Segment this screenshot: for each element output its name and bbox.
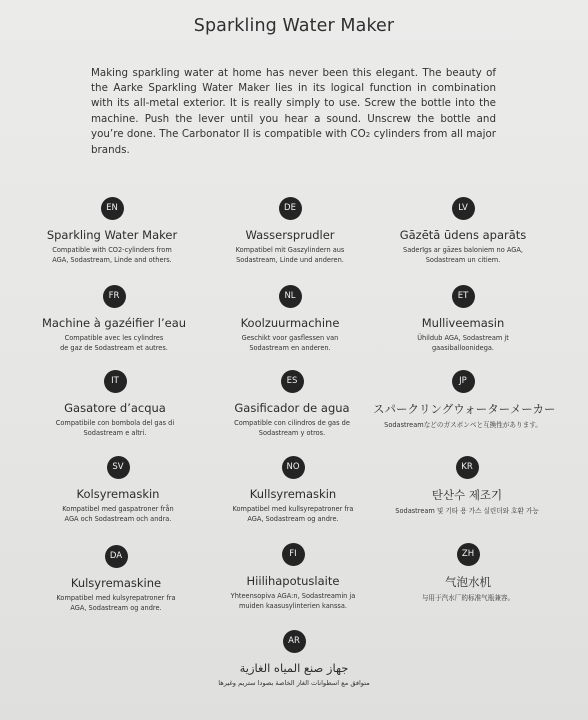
lang-badge: DE bbox=[279, 197, 302, 220]
lang-name: 气泡水机 bbox=[445, 575, 491, 589]
lang-block-no bbox=[203, 456, 383, 524]
lang-block-da bbox=[26, 545, 206, 613]
intro-subscript: 2 bbox=[365, 130, 371, 139]
lang-name: Mulliveemasin bbox=[421, 316, 505, 330]
lang-name: Wassersprudler bbox=[245, 228, 335, 242]
intro-text: Making sparkling water at home has never been this elegant. The beauty of the Aarke Sparkling Water Maker lies in its logical function in combination with its all-metal exterior. It is really simply to use. Screw the bottle into the machine. Push the lever until you hear a sound. Unscrew the bottle and you’re done. The Carbonator II is compatible with CO bbox=[91, 67, 496, 140]
lang-block-lv bbox=[373, 197, 553, 265]
lang-desc: متوافق مع اسطوانات الغاز الخاصة بصودا ستريم وغيرها bbox=[218, 679, 370, 687]
lang-desc: Kompatibel mit Gaszylindern aus Sodastream, Linde und anderen. bbox=[235, 246, 345, 264]
lang-name: Machine à gazéifier l’eau bbox=[41, 316, 187, 330]
lang-name: Gasatore d’acqua bbox=[64, 401, 166, 415]
lang-block-de bbox=[200, 197, 380, 265]
lang-badge: FI bbox=[282, 543, 305, 566]
lang-desc: Saderīgs ar gāzes baloniem no AGA, Sodastream un citiem. bbox=[403, 246, 523, 264]
lang-desc: Kompatibel med gaspatroner från AGA och Sodastream och andra. bbox=[62, 505, 174, 523]
lang-block-fi bbox=[203, 543, 383, 611]
lang-block-et bbox=[373, 285, 553, 353]
lang-block-en bbox=[22, 197, 202, 265]
page-title: Sparkling Water Maker bbox=[193, 16, 395, 36]
lang-block-jp bbox=[373, 370, 556, 431]
lang-desc: Geschikt voor gasflessen van Sodastream en anderen. bbox=[241, 334, 339, 352]
lang-badge: AR bbox=[283, 630, 306, 653]
lang-block-sv bbox=[28, 456, 208, 524]
lang-block-it bbox=[25, 370, 205, 438]
lang-block-fr bbox=[24, 285, 204, 353]
lang-badge: LV bbox=[452, 197, 475, 220]
lang-block-nl bbox=[200, 285, 380, 353]
lang-desc: 与用于汽水厂的标准气瓶兼容。 bbox=[421, 594, 515, 602]
lang-name: Kulsyremaskine bbox=[70, 576, 162, 590]
lang-badge: JP bbox=[452, 370, 475, 393]
lang-desc: Compatible con cilindros de gas de Sodastream y otros. bbox=[234, 419, 350, 437]
lang-desc: Kompatibel med kulsyrepatroner fra AGA, Sodastream og andre. bbox=[56, 594, 176, 612]
lang-name: Gasificador de agua bbox=[234, 401, 350, 415]
lang-name: Sparkling Water Maker bbox=[46, 228, 178, 242]
lang-desc: Compatible avec les cylindres de gaz de Sodastream et autres. bbox=[60, 334, 168, 352]
lang-badge: SV bbox=[107, 456, 130, 479]
lang-badge: ZH bbox=[457, 543, 480, 566]
lang-badge: ES bbox=[281, 370, 304, 393]
intro-tail: cylinders from all major brands. bbox=[91, 127, 496, 157]
intro-paragraph bbox=[91, 66, 496, 158]
lang-desc: Compatibile con bombola del gas di Sodastream e altri. bbox=[55, 419, 175, 437]
lang-desc: Compatible with CO2-cylinders from AGA, Sodastream, Linde and others. bbox=[52, 246, 172, 264]
lang-name: Hiilihapotuslaite bbox=[246, 574, 340, 588]
lang-badge: KR bbox=[456, 456, 479, 479]
lang-name: Koolzuurmachine bbox=[240, 316, 340, 330]
lang-badge: NO bbox=[282, 456, 305, 479]
lang-badge: EN bbox=[101, 197, 124, 220]
lang-badge: NL bbox=[279, 285, 302, 308]
lang-badge: FR bbox=[103, 285, 126, 308]
lang-name: Gāzētā ūdens aparāts bbox=[399, 228, 527, 242]
lang-desc: Sodastream 및 기타 용 가스 실린더와 호환 가능 bbox=[395, 507, 539, 515]
lang-name: جهاز صنع المياه الغازية bbox=[239, 661, 349, 675]
lang-desc: Sodastreamなどのガスボンベと互換性があります。 bbox=[384, 421, 542, 429]
lang-name: Kolsyremaskin bbox=[76, 487, 160, 501]
lang-badge: DA bbox=[105, 545, 128, 568]
lang-block-es bbox=[202, 370, 382, 438]
lang-block-kr bbox=[377, 456, 557, 517]
lang-badge: ET bbox=[452, 285, 475, 308]
lang-name: スパークリングウォーターメーカー bbox=[373, 402, 556, 416]
lang-name: Kullsyremaskin bbox=[249, 487, 337, 501]
lang-name: 탄산수 제조기 bbox=[431, 488, 503, 502]
lang-desc: Kompatibel med kullsyrepatroner fra AGA, Sodastream og andre. bbox=[232, 505, 354, 523]
lang-desc: Ühildub AGA, Sodastream jt gaasiballoonidega. bbox=[417, 334, 509, 352]
lang-badge: IT bbox=[104, 370, 127, 393]
lang-block-zh bbox=[378, 543, 558, 604]
lang-block-ar bbox=[204, 630, 384, 689]
lang-desc: Yhteensopiva AGA:n, Sodastreamin ja muiden kaasusylinterien kanssa. bbox=[230, 592, 356, 610]
